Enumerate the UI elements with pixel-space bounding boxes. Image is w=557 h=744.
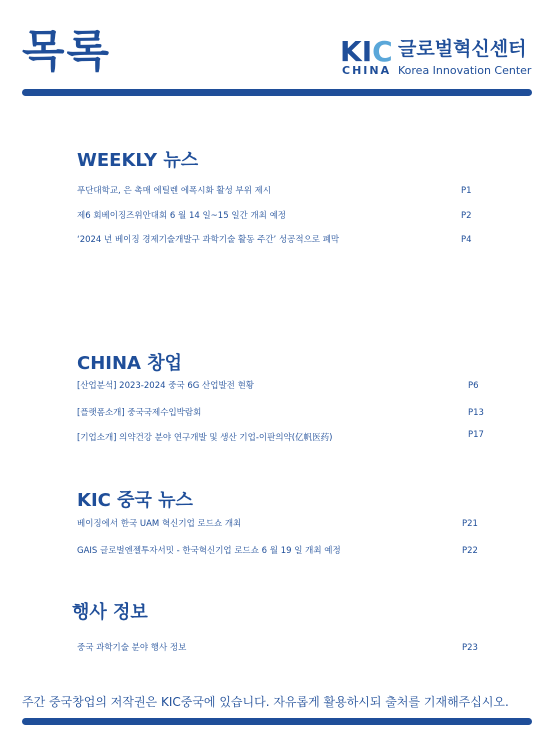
logo-kic-c: C: [372, 35, 393, 68]
toc-page-number: P17: [468, 430, 484, 440]
copyright-notice: 주간 중국창업의 저작권은 KIC중국에 있습니다. 자유롭게 활용하시되 출처를 기재해주십시오.: [22, 695, 509, 709]
toc-item[interactable]: [기업소개] 의약건강 분야 연구개발 및 생산 기업-이판의약(亿帆医药): [77, 433, 333, 443]
toc-page-number: P1: [461, 186, 472, 196]
toc-item[interactable]: GAIS 글로벌엔젤투자서밋 - 한국혁신기업 로드쇼 6 월 19 일 개최 예정: [77, 546, 341, 556]
toc-item[interactable]: 베이징에서 한국 UAM 혁신기업 로드쇼 개최: [77, 519, 242, 529]
toc-page-number: P22: [462, 546, 478, 556]
toc-page-number: P2: [461, 211, 472, 221]
toc-item[interactable]: ‘2024 년 베이징 경제기술개발구 과학기술 활동 주간’ 성공적으로 폐막: [77, 235, 340, 245]
logo-korean-name: 글로벌혁신센터: [398, 38, 527, 60]
section-title-weekly-news: WEEKLY 뉴스: [77, 150, 199, 171]
logo-kic-mark: [340, 35, 393, 68]
toc-page-number: P21: [462, 519, 478, 529]
section-title-event-info: 행사 정보: [72, 602, 148, 623]
toc-item[interactable]: 푸단대학교, 은 촉매 에틸렌 에폭시화 활성 부위 제시: [77, 186, 272, 196]
toc-page-number: P23: [462, 643, 478, 653]
footer-divider: [22, 718, 532, 725]
toc-item[interactable]: [플랫폼소개] 중국국제수입박람회: [77, 408, 202, 418]
logo-china: CHINA: [342, 64, 392, 77]
kic-logo: [340, 35, 540, 80]
section-title-kic-china-news: KIC 중국 뉴스: [77, 490, 193, 511]
page-title: 목록: [22, 26, 112, 77]
logo-english-name: Korea Innovation Center: [398, 64, 532, 77]
logo-kic-prefix: KI: [340, 35, 373, 68]
section-title-china-startup: CHINA 창업: [77, 353, 183, 374]
header-divider: [22, 89, 532, 96]
toc-item[interactable]: 중국 과학기술 분야 행사 정보: [77, 643, 187, 653]
toc-item[interactable]: 제6 회베이징즈위안대회 6 월 14 일~15 일간 개최 예정: [77, 211, 286, 221]
toc-page-number: P6: [468, 381, 479, 391]
toc-page-number: P4: [461, 235, 472, 245]
toc-page-number: P13: [468, 408, 484, 418]
toc-item[interactable]: [산업분석] 2023-2024 중국 6G 산업발전 현황: [77, 381, 255, 391]
